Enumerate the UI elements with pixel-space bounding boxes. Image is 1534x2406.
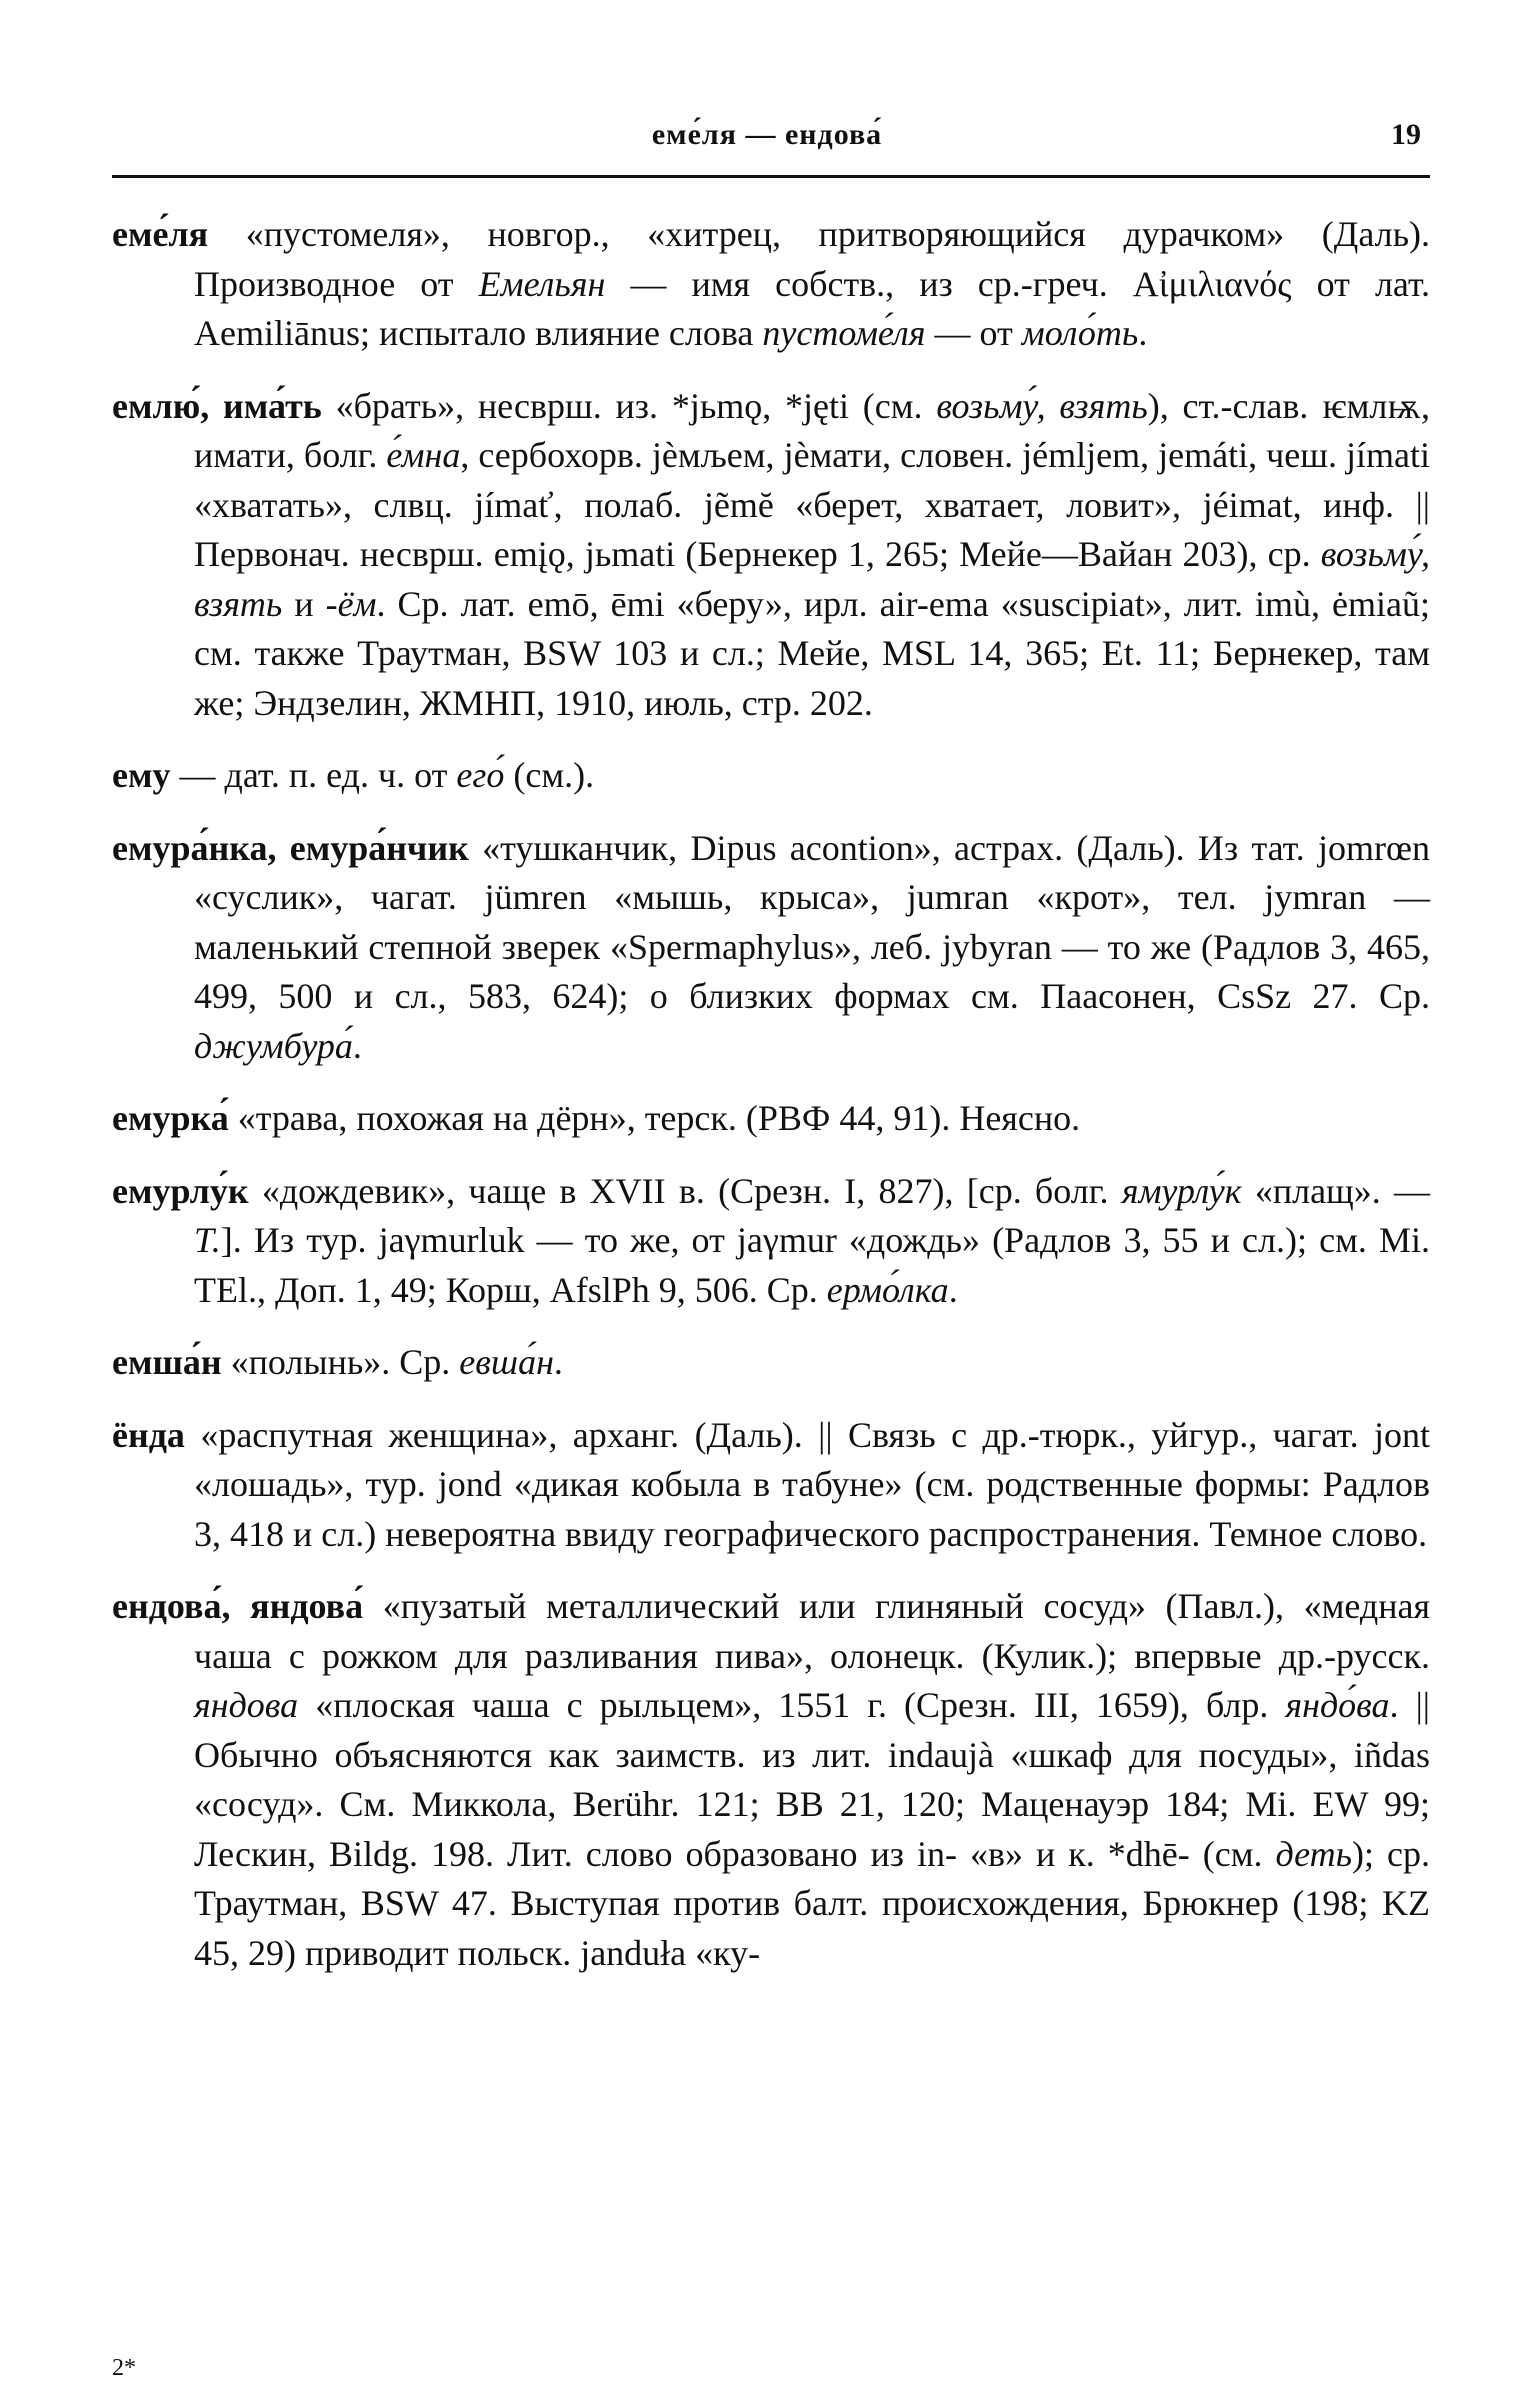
entry-text: . <box>553 1342 563 1382</box>
entry-headword: еме́ля <box>112 214 209 254</box>
entry-text: ), ст.-слав. ѥмлѭ, имати, болг. <box>194 385 1430 475</box>
entry-text: ]. Из тур. jaγmurluk — то же, от jaγmur «дождь» (Радлов 3, 55 и сл.); см. Mi. TEl., Доп. 1, 49; Корш, AfslPh 9, 506. Ср. <box>194 1220 1430 1310</box>
entry-text: . <box>1138 313 1148 353</box>
page-number: 19 <box>1391 118 1421 151</box>
entry-text: — от <box>925 313 1022 353</box>
entry-text: «трава, похожая на дёрн», терск. (РВФ 44, 91). Неясно. <box>228 1098 1081 1138</box>
header-rule <box>112 175 1430 178</box>
entry-text: «брать», несврш. из. *jьmǫ, *jęti (см. <box>321 385 937 426</box>
entry-headword: емурка́ <box>112 1098 229 1138</box>
italic-citation: возьму́, взять <box>194 534 1430 624</box>
entry-text: (см.). <box>504 755 595 795</box>
running-head-title: еме́ля — ендова́ <box>651 118 883 151</box>
entry-text: . <box>948 1269 958 1310</box>
italic-citation: -ём <box>325 583 377 624</box>
entry-text: «плоская чаша с рыльцем», 1551 г. (Срезн. III, 1659), блр. <box>298 1685 1286 1725</box>
entry-text: «полынь». Ср. <box>221 1342 460 1382</box>
entry-text: . <box>352 1025 362 1066</box>
dictionary-entry <box>112 1167 1430 1316</box>
running-head <box>0 118 1534 158</box>
italic-citation: ермо́лка <box>826 1269 949 1310</box>
entry-text: . || Обычно объясняются как заимств. из лит. indaujà «шкаф для посуды», iñdas «сосуд». См. Миккола, Berühr. 121; BB 21, 120; Маценауэр 184; Mi. EW 99; Лескин, Bildg. 198. Лит. слово образовано из in- «в» и к. *dhē- (см. <box>194 1685 1430 1874</box>
dictionary-entry <box>112 1338 1430 1388</box>
italic-citation: пустоме́ля <box>762 313 926 353</box>
entry-text: «дождевик», чаще в XVII в. (Срезн. I, 827), [ср. болг. <box>248 1170 1122 1211</box>
italic-citation: возьму́, взять <box>936 385 1148 426</box>
entry-text: — дат. п. ед. ч. от <box>170 755 457 795</box>
italic-citation: ямурлу́к <box>1121 1170 1242 1211</box>
italic-citation: моло́ть <box>1021 313 1139 353</box>
entry-text: — имя собств., из ср.-греч. Αἰμιλιανός от лат. Aemiliānus; испытало влияние слова <box>194 263 1430 353</box>
dictionary-entry <box>112 1094 1430 1144</box>
entry-text: , сербохорв. jѐмљем, jѐмати, словен. jémljem, jemáti, чеш. jímati «хватать», слвц. jímať, полаб. jẽmĕ «берет, хватает, ловит», jéimat, инф. || Первонач. несврш. emįǫ, jьmati (Бернекер 1, 265; Мейе—Вайан 203), ср. <box>194 435 1430 574</box>
entry-text: «распутная женщина», арханг. (Даль). || Связь с др.-тюрк., уйгур., чагат. jont «лошадь», тур. jond «дикая кобыла в табуне» (см. родственные формы: Радлов 3, 418 и сл.) невероятна ввиду географического распространения. Темное слово. <box>184 1414 1430 1554</box>
entry-text: . Ср. лат. emō, ēmi «беру», ирл. air-ema «suscipiat», лит. imù, ėmiaũ; см. также Траутман, BSW 103 и сл.; Мейе, MSL 14, 365; Et. 11; Бернекер, там же; Эндзелин, ЖМНП, 1910, июль, стр. 202. <box>194 583 1430 723</box>
entry-headword: емлю́, има́ть <box>112 385 322 426</box>
entry-text: «пустомеля», новгор., «хитрец, притворяющийся дурачком» (Даль). Производное от <box>194 214 1430 304</box>
entry-headword: ёнда <box>112 1414 185 1455</box>
dictionary-entry <box>112 751 1430 801</box>
entry-headword: емура́нка, емура́нчик <box>112 827 469 868</box>
italic-citation: яндова <box>194 1685 299 1725</box>
italic-citation: яндо́ва <box>1285 1685 1390 1725</box>
italic-citation: деть <box>1275 1833 1353 1874</box>
entry-headword: емша́н <box>112 1342 222 1382</box>
entry-headword: ему <box>112 755 171 795</box>
entry-list <box>112 210 1430 2001</box>
entry-text: «тушканчик, Dipus acontion», астрах. (Даль). Из тат. jomrœn «суслик», чагат. jümren «мышь, крыса», jumran «крот», тел. jymran — маленький степной зверек «Spermaphylus», леб. jybyran — то же (Радлов 3, 465, 499, 500 и сл., 583, 624); о близких формах см. Паасонен, CsSz 27. Ср. <box>194 827 1430 1016</box>
entry-text: «плащ». — <box>1241 1170 1431 1211</box>
italic-citation: е́мна <box>386 435 461 475</box>
entry-headword: емурлу́к <box>112 1170 249 1211</box>
dictionary-entry <box>112 824 1430 1072</box>
entry-text: ); ср. Траутман, BSW 47. Выступая против балт. происхождения, Брюкнер (198; KZ 45, 29) приводит польск. jandułа «ку- <box>194 1833 1430 1973</box>
dictionary-entry <box>112 1582 1430 1978</box>
dictionary-entry <box>112 382 1430 729</box>
dictionary-entry <box>112 1411 1430 1560</box>
italic-citation: его́ <box>456 755 505 795</box>
signature-mark: 2* <box>112 2355 136 2381</box>
entry-text: и <box>282 583 326 624</box>
italic-citation: евша́н <box>459 1342 554 1382</box>
italic-citation: джумбура́ <box>194 1025 353 1066</box>
entry-headword: ендова́, яндова́ <box>112 1586 364 1626</box>
entry-text: «пузатый металлический или глиняный сосуд» (Павл.), «медная чаша с рожком для разливания пива», олонецк. (Кулик.); впервые др.-русск. <box>194 1586 1430 1676</box>
italic-citation: Емельян <box>478 263 606 304</box>
italic-citation: Т. <box>194 1220 221 1260</box>
dictionary-entry <box>112 210 1430 359</box>
